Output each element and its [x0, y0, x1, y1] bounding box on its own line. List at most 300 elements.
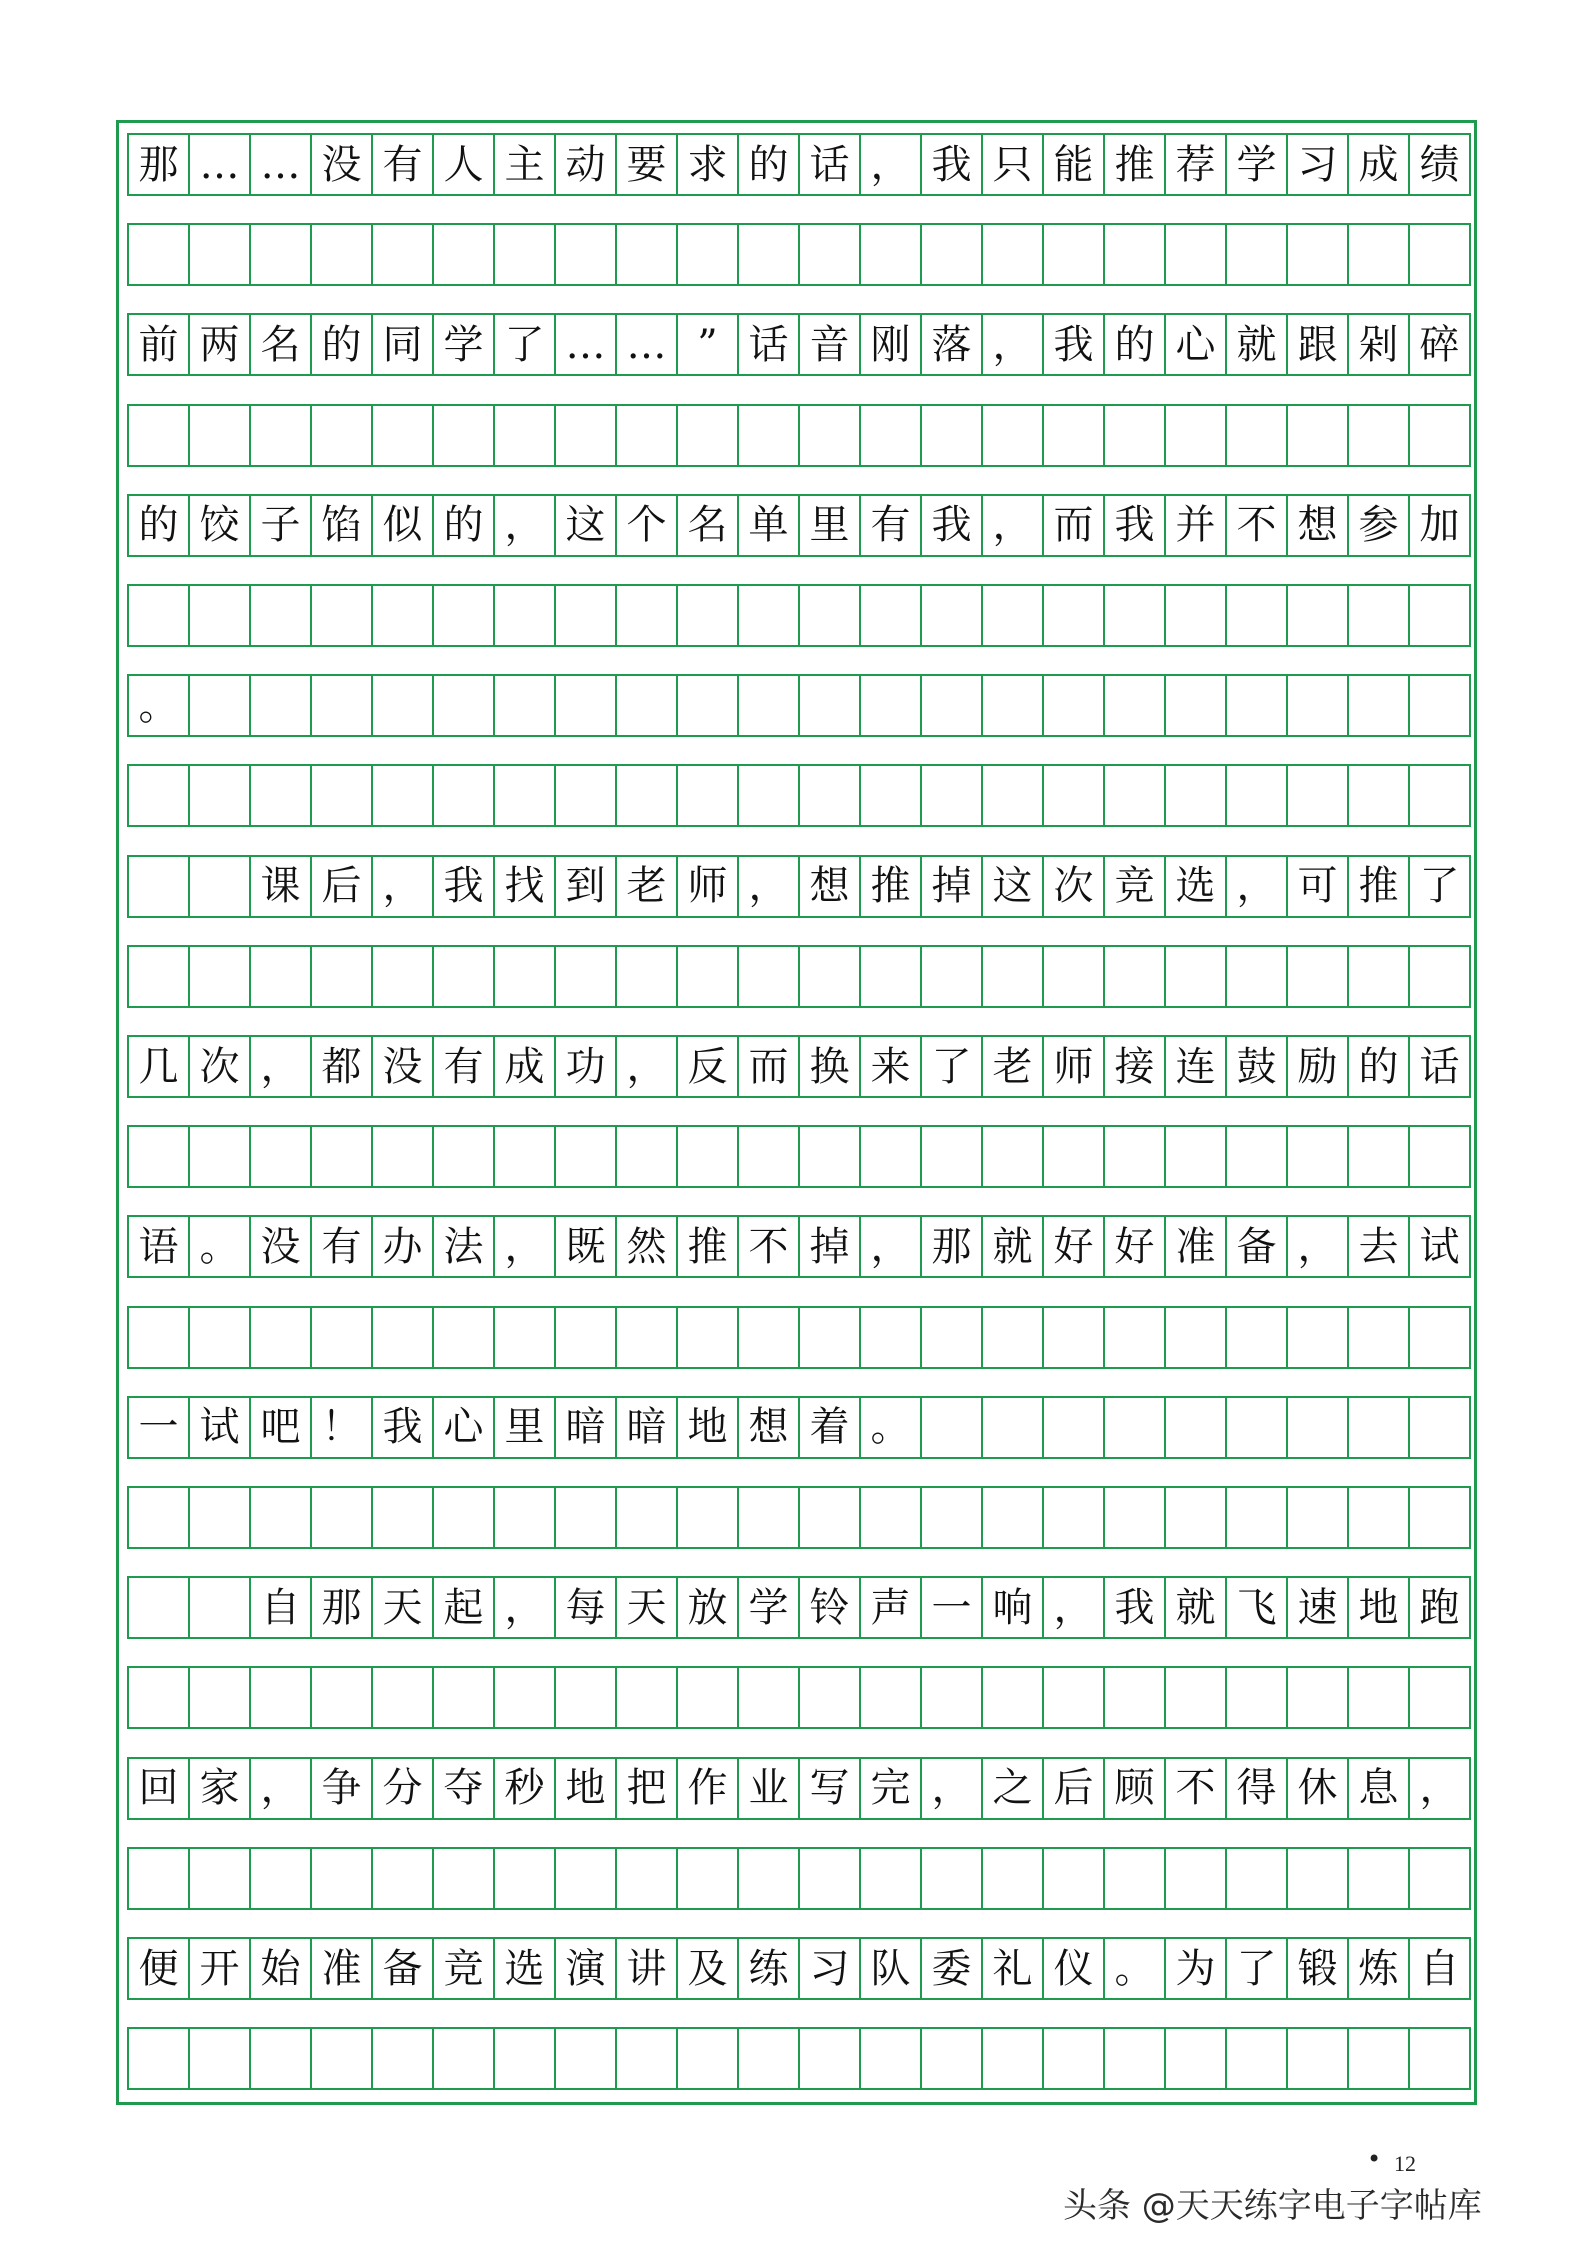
- grid-cell: 就: [983, 1215, 1044, 1278]
- practice-cell: [983, 1125, 1044, 1188]
- practice-cell: [251, 764, 312, 827]
- practice-cell: [617, 1125, 678, 1188]
- practice-cell: [251, 584, 312, 647]
- practice-cell: [373, 1847, 434, 1910]
- practice-cell: [800, 1847, 861, 1910]
- grid-cell: 的: [739, 133, 800, 196]
- grid-cell: 可: [1288, 855, 1349, 918]
- grid-cell: 名: [678, 494, 739, 557]
- practice-cell: [1227, 1125, 1288, 1188]
- grid-cell: 老: [983, 1035, 1044, 1098]
- grid-cell: 我: [922, 133, 983, 196]
- practice-cell: [861, 2027, 922, 2090]
- grid-cell: 求: [678, 133, 739, 196]
- practice-cell: [1227, 1486, 1288, 1549]
- grid-cell: ，: [1227, 855, 1288, 918]
- grid-cell: 同: [373, 313, 434, 376]
- practice-cell: [556, 404, 617, 467]
- practice-cell: [556, 1125, 617, 1188]
- grid-cell: 反: [678, 1035, 739, 1098]
- practice-cell: [739, 404, 800, 467]
- grid-cell: 绩: [1410, 133, 1471, 196]
- grid-cell: [1044, 1396, 1105, 1459]
- grid-cell: 前: [129, 313, 190, 376]
- practice-cell: [1044, 1847, 1105, 1910]
- grid-cell: 地: [556, 1757, 617, 1820]
- grid-cell: 有: [861, 494, 922, 557]
- practice-cell: [1044, 1486, 1105, 1549]
- practice-cell: [1288, 945, 1349, 1008]
- practice-cell: [251, 404, 312, 467]
- grid-cell: 剁: [1349, 313, 1410, 376]
- practice-cell: [190, 945, 251, 1008]
- grid-cell: 就: [1227, 313, 1288, 376]
- grid-cell: 的: [312, 313, 373, 376]
- practice-cell: [434, 2027, 495, 2090]
- grid-cell: 个: [617, 494, 678, 557]
- practice-cell: [1105, 1486, 1166, 1549]
- practice-cell: [1288, 1306, 1349, 1369]
- practice-cell: [617, 2027, 678, 2090]
- practice-cell: [495, 2027, 556, 2090]
- practice-cell: [800, 764, 861, 827]
- grid-cell: 了: [1227, 1937, 1288, 2000]
- grid-cell: 飞: [1227, 1576, 1288, 1639]
- grid-cell: 碎: [1410, 313, 1471, 376]
- practice-cell: [312, 1486, 373, 1549]
- grid-cell: [1166, 674, 1227, 737]
- practice-cell: [190, 1486, 251, 1549]
- page-number: 12: [1394, 2151, 1416, 2176]
- practice-cell: [251, 1306, 312, 1369]
- grid-cell: 我: [434, 855, 495, 918]
- grid-cell: 仪: [1044, 1937, 1105, 2000]
- text-row: [127, 313, 1471, 376]
- practice-cell: [922, 1847, 983, 1910]
- grid-cell: [1105, 674, 1166, 737]
- practice-cell: [617, 1306, 678, 1369]
- practice-cell: [617, 1847, 678, 1910]
- practice-cell: [739, 1486, 800, 1549]
- grid-cell: 习: [800, 1937, 861, 2000]
- practice-cell: [190, 1125, 251, 1188]
- grid-cell: 加: [1410, 494, 1471, 557]
- practice-cell: [373, 2027, 434, 2090]
- grid-cell: 次: [190, 1035, 251, 1098]
- practice-cell: [190, 1847, 251, 1910]
- grid-cell: …: [617, 313, 678, 376]
- practice-cell: [678, 945, 739, 1008]
- practice-cell: [739, 1125, 800, 1188]
- practice-cell: [922, 2027, 983, 2090]
- grid-cell: 家: [190, 1757, 251, 1820]
- practice-cell: [373, 404, 434, 467]
- grid-cell: 备: [1227, 1215, 1288, 1278]
- practice-cell: [495, 764, 556, 827]
- grid-cell: ，: [1288, 1215, 1349, 1278]
- grid-cell: 选: [1166, 855, 1227, 918]
- practice-cell: [129, 1666, 190, 1729]
- practice-cell: [495, 1306, 556, 1369]
- grid-cell: 我: [1105, 494, 1166, 557]
- grid-cell: 业: [739, 1757, 800, 1820]
- grid-cell: 推: [1105, 133, 1166, 196]
- grid-cell: 心: [434, 1396, 495, 1459]
- grid-cell: 了: [1410, 855, 1471, 918]
- grid-cell: [800, 674, 861, 737]
- practice-cell: [1349, 1125, 1410, 1188]
- grid-cell: [983, 674, 1044, 737]
- practice-cell: [1288, 1666, 1349, 1729]
- practice-cell: [1410, 404, 1471, 467]
- grid-cell: 试: [190, 1396, 251, 1459]
- practice-cell: [861, 584, 922, 647]
- practice-cell: [373, 1486, 434, 1549]
- practice-cell: [1166, 1847, 1227, 1910]
- practice-cell: [251, 945, 312, 1008]
- grid-cell: 而: [739, 1035, 800, 1098]
- practice-cell: [129, 945, 190, 1008]
- grid-cell: 并: [1166, 494, 1227, 557]
- grid-cell: 息: [1349, 1757, 1410, 1820]
- grid-cell: 到: [556, 855, 617, 918]
- grid-cell: 有: [312, 1215, 373, 1278]
- practice-row: [127, 404, 1471, 467]
- practice-cell: [739, 1666, 800, 1729]
- practice-cell: [495, 945, 556, 1008]
- practice-cell: [495, 1125, 556, 1188]
- grid-cell: 既: [556, 1215, 617, 1278]
- grid-cell: 跑: [1410, 1576, 1471, 1639]
- grid-cell: 演: [556, 1937, 617, 2000]
- practice-cell: [1349, 1306, 1410, 1369]
- grid-cell: 那: [922, 1215, 983, 1278]
- practice-cell: [190, 2027, 251, 2090]
- grid-cell: 好: [1044, 1215, 1105, 1278]
- grid-cell: 都: [312, 1035, 373, 1098]
- practice-cell: [1105, 584, 1166, 647]
- practice-cell: [678, 1847, 739, 1910]
- practice-cell: [1227, 945, 1288, 1008]
- practice-row: [127, 223, 1471, 286]
- grid-cell: 礼: [983, 1937, 1044, 2000]
- grid-cell: 法: [434, 1215, 495, 1278]
- grid-cell: 夺: [434, 1757, 495, 1820]
- grid-cell: [190, 674, 251, 737]
- grid-cell: 回: [129, 1757, 190, 1820]
- practice-cell: [983, 1847, 1044, 1910]
- practice-cell: [190, 1306, 251, 1369]
- grid-cell: ，: [922, 1757, 983, 1820]
- practice-cell: [983, 764, 1044, 827]
- practice-cell: [739, 1847, 800, 1910]
- practice-cell: [1349, 404, 1410, 467]
- practice-cell: [1288, 223, 1349, 286]
- practice-cell: [1227, 584, 1288, 647]
- grid-cell: 后: [1044, 1757, 1105, 1820]
- practice-cell: [1288, 764, 1349, 827]
- grid-cell: ，: [861, 1215, 922, 1278]
- practice-cell: [922, 945, 983, 1008]
- practice-cell: [556, 945, 617, 1008]
- practice-cell: [983, 945, 1044, 1008]
- grid-cell: 我: [1044, 313, 1105, 376]
- practice-cell: [983, 2027, 1044, 2090]
- grid-cell: 没: [251, 1215, 312, 1278]
- grid-cell: 没: [312, 133, 373, 196]
- grid-cell: 能: [1044, 133, 1105, 196]
- grid-cell: 放: [678, 1576, 739, 1639]
- practice-cell: [434, 1847, 495, 1910]
- grid-cell: 准: [312, 1937, 373, 2000]
- practice-cell: [556, 764, 617, 827]
- grid-cell: 完: [861, 1757, 922, 1820]
- text-row: [127, 855, 1471, 918]
- text-row: [127, 1396, 1471, 1459]
- grid-cell: [556, 674, 617, 737]
- grid-cell: 。: [861, 1396, 922, 1459]
- grid-cell: 几: [129, 1035, 190, 1098]
- grid-cell: 课: [251, 855, 312, 918]
- grid-cell: ，: [495, 1215, 556, 1278]
- grid-cell: [1166, 1396, 1227, 1459]
- grid-cell: 为: [1166, 1937, 1227, 2000]
- grid-cell: 的: [129, 494, 190, 557]
- practice-cell: [1044, 1306, 1105, 1369]
- practice-cell: [861, 764, 922, 827]
- grid-cell: [861, 674, 922, 737]
- grid-cell: 不: [1227, 494, 1288, 557]
- grid-cell: 里: [800, 494, 861, 557]
- practice-cell: [922, 404, 983, 467]
- grid-cell: 了: [922, 1035, 983, 1098]
- grid-cell: 秒: [495, 1757, 556, 1820]
- practice-cell: [861, 223, 922, 286]
- grid-cell: 办: [373, 1215, 434, 1278]
- practice-cell: [251, 1847, 312, 1910]
- practice-cell: [1105, 223, 1166, 286]
- grid-cell: 而: [1044, 494, 1105, 557]
- grid-cell: …: [190, 133, 251, 196]
- grid-cell: ！: [312, 1396, 373, 1459]
- practice-cell: [739, 223, 800, 286]
- practice-cell: [556, 584, 617, 647]
- grid-cell: 委: [922, 1937, 983, 2000]
- practice-cell: [556, 223, 617, 286]
- grid-cell: …: [556, 313, 617, 376]
- practice-cell: [983, 223, 1044, 286]
- text-row: [127, 1757, 1471, 1820]
- grid-cell: 参: [1349, 494, 1410, 557]
- practice-cell: [1349, 584, 1410, 647]
- grid-cell: 每: [556, 1576, 617, 1639]
- grid-cell: [1288, 674, 1349, 737]
- grid-cell: 接: [1105, 1035, 1166, 1098]
- practice-cell: [983, 404, 1044, 467]
- grid-cell: 换: [800, 1035, 861, 1098]
- practice-row: [127, 1486, 1471, 1549]
- grid-cell: ，: [251, 1757, 312, 1820]
- grid-cell: 师: [1044, 1035, 1105, 1098]
- grid-cell: 馅: [312, 494, 373, 557]
- grid-cell: 自: [251, 1576, 312, 1639]
- grid-cell: 连: [1166, 1035, 1227, 1098]
- practice-cell: [556, 2027, 617, 2090]
- practice-cell: [1227, 764, 1288, 827]
- grid-cell: 话: [739, 313, 800, 376]
- grid-cell: 队: [861, 1937, 922, 2000]
- practice-cell: [861, 945, 922, 1008]
- practice-cell: [1166, 1486, 1227, 1549]
- practice-cell: [312, 2027, 373, 2090]
- practice-cell: [739, 584, 800, 647]
- grid-cell: [1105, 1396, 1166, 1459]
- practice-cell: [434, 764, 495, 827]
- practice-cell: [800, 1666, 861, 1729]
- practice-cell: [1105, 1847, 1166, 1910]
- practice-cell: [434, 1666, 495, 1729]
- grid-cell: 次: [1044, 855, 1105, 918]
- grid-cell: 落: [922, 313, 983, 376]
- practice-cell: [800, 1125, 861, 1188]
- practice-cell: [129, 223, 190, 286]
- practice-cell: [800, 223, 861, 286]
- grid-cell: 把: [617, 1757, 678, 1820]
- practice-cell: [1044, 1125, 1105, 1188]
- practice-cell: [1105, 1125, 1166, 1188]
- practice-cell: [1227, 1306, 1288, 1369]
- practice-cell: [983, 1306, 1044, 1369]
- practice-cell: [678, 1306, 739, 1369]
- practice-cell: [1288, 1486, 1349, 1549]
- grid-cell: 想: [1288, 494, 1349, 557]
- practice-cell: [922, 1486, 983, 1549]
- grid-cell: 这: [556, 494, 617, 557]
- practice-cell: [1166, 764, 1227, 827]
- grid-cell: 炼: [1349, 1937, 1410, 2000]
- practice-cell: [129, 1486, 190, 1549]
- text-row: [127, 494, 1471, 557]
- practice-cell: [129, 1847, 190, 1910]
- grid-cell: 话: [800, 133, 861, 196]
- grid-cell: 着: [800, 1396, 861, 1459]
- grid-cell: 音: [800, 313, 861, 376]
- grid-cell: [1227, 674, 1288, 737]
- grid-cell: 话: [1410, 1035, 1471, 1098]
- grid-cell: 吧: [251, 1396, 312, 1459]
- practice-cell: [1166, 1306, 1227, 1369]
- practice-cell: [1044, 1666, 1105, 1729]
- grid-cell: ，: [861, 133, 922, 196]
- grid-cell: 学: [434, 313, 495, 376]
- practice-cell: [1044, 2027, 1105, 2090]
- practice-cell: [1044, 404, 1105, 467]
- practice-row: [127, 584, 1471, 647]
- grid-cell: 地: [678, 1396, 739, 1459]
- practice-cell: [1166, 1125, 1227, 1188]
- text-row: [127, 1576, 1471, 1639]
- practice-cell: [434, 1125, 495, 1188]
- grid-cell: [434, 674, 495, 737]
- practice-cell: [556, 1847, 617, 1910]
- grid-cell: 我: [922, 494, 983, 557]
- practice-cell: [312, 945, 373, 1008]
- grid-cell: 。: [1105, 1937, 1166, 2000]
- grid-cell: [678, 674, 739, 737]
- grid-cell: 起: [434, 1576, 495, 1639]
- grid-cell: 去: [1349, 1215, 1410, 1278]
- grid-cell: 顾: [1105, 1757, 1166, 1820]
- practice-cell: [1105, 1306, 1166, 1369]
- practice-cell: [861, 1125, 922, 1188]
- practice-cell: [434, 1486, 495, 1549]
- grid-cell: 那: [312, 1576, 373, 1639]
- practice-cell: [495, 1847, 556, 1910]
- practice-cell: [617, 945, 678, 1008]
- practice-cell: [190, 764, 251, 827]
- practice-cell: [1288, 404, 1349, 467]
- grid-cell: [1349, 674, 1410, 737]
- grid-cell: 一: [922, 1576, 983, 1639]
- practice-cell: [1288, 1125, 1349, 1188]
- grid-cell: 。: [129, 674, 190, 737]
- practice-cell: [678, 584, 739, 647]
- grid-cell: 然: [617, 1215, 678, 1278]
- practice-cell: [129, 1306, 190, 1369]
- practice-cell: [312, 1666, 373, 1729]
- practice-cell: [861, 1847, 922, 1910]
- practice-cell: [861, 1306, 922, 1369]
- grid-cell: 了: [495, 313, 556, 376]
- grid-cell: 竞: [1105, 855, 1166, 918]
- grid-cell: 成: [495, 1035, 556, 1098]
- practice-cell: [678, 2027, 739, 2090]
- practice-cell: [1044, 764, 1105, 827]
- practice-cell: [922, 1666, 983, 1729]
- practice-cell: [1349, 223, 1410, 286]
- grid-cell: 成: [1349, 133, 1410, 196]
- grid-cell: 暗: [556, 1396, 617, 1459]
- grid-cell: 就: [1166, 1576, 1227, 1639]
- practice-cell: [1166, 1666, 1227, 1729]
- practice-cell: [800, 2027, 861, 2090]
- practice-cell: [983, 1666, 1044, 1729]
- practice-cell: [190, 404, 251, 467]
- practice-cell: [373, 223, 434, 286]
- grid-cell: 里: [495, 1396, 556, 1459]
- grid-cell: 分: [373, 1757, 434, 1820]
- practice-cell: [190, 584, 251, 647]
- grid-cell: ，: [373, 855, 434, 918]
- practice-cell: [312, 1125, 373, 1188]
- grid-cell: [129, 855, 190, 918]
- grid-cell: [129, 1576, 190, 1639]
- grid-cell: 那: [129, 133, 190, 196]
- grid-cell: 要: [617, 133, 678, 196]
- practice-cell: [190, 1666, 251, 1729]
- practice-cell: [739, 764, 800, 827]
- grid-cell: 人: [434, 133, 495, 196]
- practice-cell: [1349, 1486, 1410, 1549]
- practice-cell: [251, 1666, 312, 1729]
- grid-cell: ，: [1044, 1576, 1105, 1639]
- practice-cell: [373, 1666, 434, 1729]
- practice-cell: [617, 584, 678, 647]
- grid-cell: [251, 674, 312, 737]
- text-row: [127, 1937, 1471, 2000]
- practice-cell: [1288, 2027, 1349, 2090]
- practice-cell: [495, 404, 556, 467]
